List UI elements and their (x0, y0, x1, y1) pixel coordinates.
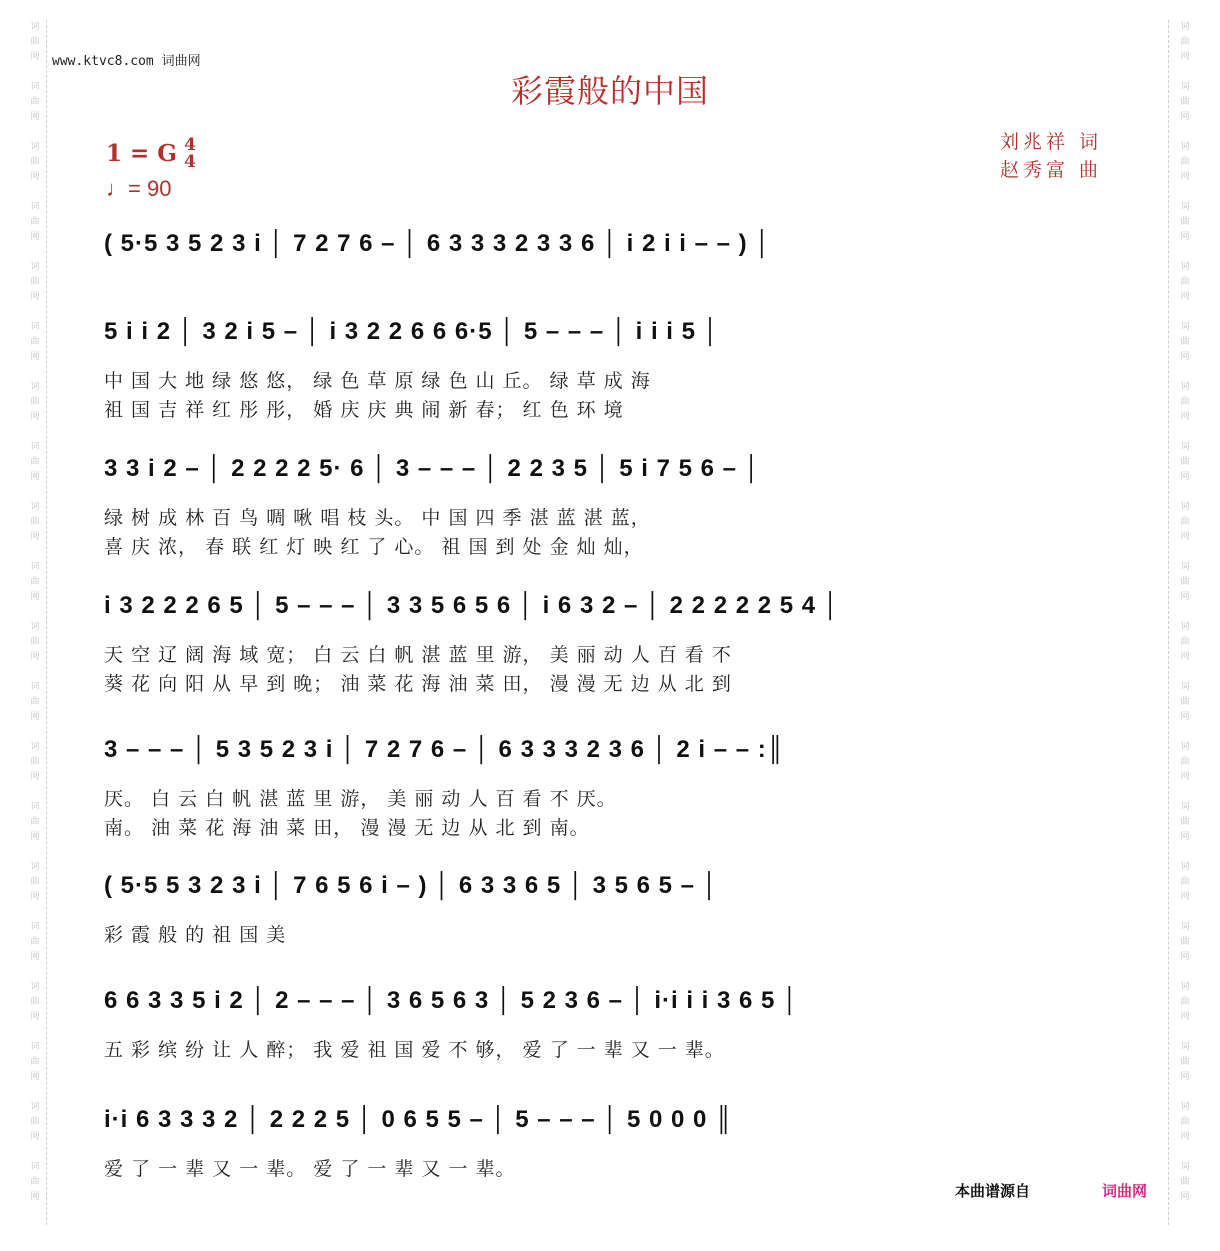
watermark-glyph: 网 (30, 772, 40, 782)
watermark-glyph: 曲 (1180, 637, 1190, 647)
watermark-glyph: 网 (1180, 52, 1190, 62)
left-watermark-column (26, 20, 44, 1220)
watermark-glyph: 曲 (1180, 757, 1190, 767)
watermark-glyph: 词 (1180, 682, 1190, 692)
watermark-glyph: 词 (1180, 202, 1190, 212)
watermark-glyph: 曲 (1180, 877, 1190, 887)
song-title: 彩霞般的中国 (510, 72, 709, 110)
watermark-glyph: 网 (1180, 1192, 1190, 1202)
watermark-glyph: 曲 (30, 157, 40, 167)
lyric-line-verse-1: 爱 了 一 辈 又 一 辈。 爱 了 一 辈 又 一 辈。 (104, 1158, 516, 1180)
watermark-glyph: 网 (1180, 112, 1190, 122)
watermark-glyph: 网 (1180, 892, 1190, 902)
watermark-glyph: 曲 (1180, 817, 1190, 827)
lyric-line-verse-1: 五 彩 缤 纷 让 人 醉； 我 爱 祖 国 爱 不 够， 爱 了 一 辈 又 一 辈。 (104, 1039, 725, 1061)
watermark-glyph: 词 (30, 262, 40, 272)
watermark-glyph: 网 (1180, 832, 1190, 842)
credits (1000, 128, 1102, 184)
watermark-glyph: 网 (30, 712, 40, 722)
brand-link[interactable]: 词曲网 (1102, 1182, 1148, 1200)
key-signature: 1 = G (106, 140, 177, 167)
watermark-glyph: 词 (1180, 262, 1190, 272)
watermark-glyph: 词 (30, 382, 40, 392)
watermark-glyph: 曲 (30, 577, 40, 587)
watermark-glyph: 网 (30, 352, 40, 362)
notation-line: i·i 6 3 3 3 2 │ 2 2 2 5 │ 0 6 5 5 – │ 5 – – – │ 5 0 0 0 ║ (104, 1106, 734, 1133)
watermark-group (30, 920, 39, 965)
watermark-group (1180, 1160, 1189, 1205)
watermark-glyph: 词 (30, 1042, 40, 1052)
watermark-glyph: 网 (1180, 1132, 1190, 1142)
watermark-group (30, 380, 39, 425)
watermark-glyph: 曲 (30, 277, 40, 287)
lyricist-credit: 刘兆祥 词 (1000, 131, 1103, 153)
watermark-glyph: 网 (1180, 352, 1190, 362)
watermark-glyph: 网 (1180, 1012, 1190, 1022)
watermark-glyph: 网 (1180, 172, 1190, 182)
lyric-line-verse-1: 中 国 大 地 绿 悠 悠， 绿 色 草 原 绿 色 山 丘。 绿 草 成 海 (104, 370, 651, 392)
watermark-glyph: 网 (1180, 712, 1190, 722)
notation-line: ( 5·5 3 5 2 3 i │ 7 2 7 6 – │ 6 3 3 3 2 3 3 6 │ i 2 i i – – ) │ (104, 230, 772, 257)
watermark-glyph: 曲 (1180, 577, 1190, 587)
watermark-glyph: 网 (1180, 412, 1190, 422)
lyric-line-verse-1: 绿 树 成 林 百 鸟 啁 啾 唱 枝 头。 中 国 四 季 湛 蓝 湛 蓝， (104, 507, 651, 529)
watermark-glyph: 网 (1180, 292, 1190, 302)
watermark-group (30, 860, 39, 905)
watermark-glyph: 曲 (30, 397, 40, 407)
watermark-glyph: 网 (30, 52, 40, 62)
watermark-group (30, 1040, 39, 1085)
tempo-mark: ♩= 90 (106, 176, 172, 201)
watermark-group (30, 260, 39, 305)
watermark-group (1180, 500, 1189, 545)
watermark-glyph: 词 (1180, 442, 1190, 452)
watermark-glyph: 词 (30, 1162, 40, 1172)
notation-line: 3 3 i 2 – │ 2 2 2 2 5· 6 │ 3 – – – │ 2 2 3 5 │ 5 i 7 5 6 – │ (104, 455, 761, 482)
watermark-group (30, 1160, 39, 1205)
watermark-glyph: 网 (1180, 592, 1190, 602)
watermark-glyph: 曲 (30, 337, 40, 347)
watermark-glyph: 词 (1180, 502, 1190, 512)
watermark-glyph: 网 (30, 652, 40, 662)
watermark-glyph: 曲 (1180, 217, 1190, 227)
watermark-glyph: 词 (1180, 142, 1190, 152)
watermark-group (1180, 560, 1189, 605)
watermark-glyph: 词 (1180, 322, 1190, 332)
watermark-group (30, 140, 39, 185)
composer-credit: 赵秀富 曲 (1000, 159, 1103, 181)
lyric-line-verse-2: 葵 花 向 阳 从 早 到 晚； 油 菜 花 海 油 菜 田， 漫 漫 无 边 从 北 到 (104, 673, 732, 695)
site-url[interactable]: www.ktvc8.com 词曲网 (52, 54, 201, 69)
watermark-glyph: 网 (30, 952, 40, 962)
lyric-line-verse-1: 厌。 白 云 白 帆 湛 蓝 里 游， 美 丽 动 人 百 看 不 厌。 (104, 788, 617, 810)
watermark-glyph: 网 (1180, 472, 1190, 482)
watermark-glyph: 曲 (30, 697, 40, 707)
watermark-glyph: 词 (1180, 82, 1190, 92)
watermark-group (30, 440, 39, 485)
watermark-group (1180, 260, 1189, 305)
watermark-group (30, 200, 39, 245)
watermark-group (30, 980, 39, 1025)
lyric-line-verse-2: 祖 国 吉 祥 红 彤 彤， 婚 庆 庆 典 闹 新 春； 红 色 环 境 (104, 399, 624, 421)
watermark-glyph: 曲 (1180, 1057, 1190, 1067)
watermark-glyph: 曲 (1180, 97, 1190, 107)
watermark-glyph: 曲 (30, 637, 40, 647)
watermark-glyph: 词 (1180, 862, 1190, 872)
watermark-glyph: 网 (1180, 952, 1190, 962)
watermark-glyph: 词 (30, 622, 40, 632)
watermark-group (30, 560, 39, 605)
watermark-glyph: 曲 (30, 937, 40, 947)
watermark-glyph: 曲 (30, 1057, 40, 1067)
notation-line: i 3 2 2 2 6 5 │ 5 – – – │ 3 3 5 6 5 6 │ i 6 3 2 – │ 2 2 2 2 2 5 4 │ (104, 592, 840, 619)
watermark-group (1180, 20, 1189, 65)
watermark-glyph: 曲 (1180, 277, 1190, 287)
notation-line: 6 6 3 3 5 i 2 │ 2 – – – │ 3 6 5 6 3 │ 5 2 3 6 – │ i·i i i 3 6 5 │ (104, 987, 800, 1014)
watermark-glyph: 曲 (30, 517, 40, 527)
watermark-glyph: 网 (30, 892, 40, 902)
watermark-glyph: 网 (30, 1132, 40, 1142)
watermark-glyph: 网 (1180, 652, 1190, 662)
watermark-group (1180, 320, 1189, 365)
watermark-glyph: 曲 (30, 37, 40, 47)
watermark-glyph: 词 (30, 682, 40, 692)
watermark-glyph: 词 (1180, 742, 1190, 752)
watermark-glyph: 曲 (30, 877, 40, 887)
time-signature-bottom: 4 (184, 152, 196, 172)
watermark-group (30, 20, 39, 65)
watermark-glyph: 网 (30, 412, 40, 422)
watermark-glyph: 曲 (1180, 997, 1190, 1007)
watermark-glyph: 词 (30, 502, 40, 512)
watermark-glyph: 曲 (30, 997, 40, 1007)
watermark-glyph: 曲 (1180, 157, 1190, 167)
watermark-glyph: 曲 (1180, 937, 1190, 947)
watermark-glyph: 词 (1180, 622, 1190, 632)
notation-line: 3 – – – │ 5 3 5 2 3 i │ 7 2 7 6 – │ 6 3 3 3 2 3 6 │ 2 i – – :║ (104, 736, 785, 763)
watermark-group (1180, 980, 1189, 1025)
watermark-glyph: 词 (30, 22, 40, 32)
watermark-glyph: 词 (1180, 802, 1190, 812)
watermark-glyph: 词 (30, 922, 40, 932)
watermark-glyph: 曲 (1180, 517, 1190, 527)
lyric-line-verse-2: 南。 油 菜 花 海 油 菜 田， 漫 漫 无 边 从 北 到 南。 (104, 817, 590, 839)
watermark-group (30, 320, 39, 365)
watermark-glyph: 曲 (30, 1117, 40, 1127)
watermark-glyph: 词 (30, 442, 40, 452)
watermark-glyph: 曲 (30, 217, 40, 227)
watermark-group (30, 740, 39, 785)
watermark-group (1180, 440, 1189, 485)
watermark-glyph: 网 (30, 112, 40, 122)
watermark-glyph: 网 (30, 832, 40, 842)
watermark-glyph: 曲 (1180, 337, 1190, 347)
watermark-glyph: 词 (1180, 1102, 1190, 1112)
watermark-glyph: 曲 (1180, 1117, 1190, 1127)
watermark-glyph: 词 (1180, 22, 1190, 32)
right-watermark-column (1176, 20, 1194, 1220)
watermark-glyph: 网 (30, 232, 40, 242)
watermark-group (1180, 140, 1189, 185)
watermark-glyph: 词 (30, 142, 40, 152)
watermark-glyph: 词 (30, 742, 40, 752)
watermark-group (30, 680, 39, 725)
watermark-glyph: 词 (30, 322, 40, 332)
watermark-group (1180, 680, 1189, 725)
watermark-glyph: 曲 (30, 757, 40, 767)
watermark-glyph: 网 (30, 172, 40, 182)
watermark-glyph: 词 (1180, 562, 1190, 572)
watermark-group (30, 500, 39, 545)
watermark-group (1180, 380, 1189, 425)
watermark-glyph: 词 (1180, 922, 1190, 932)
watermark-group (30, 1100, 39, 1145)
source-label: 本曲谱源自 (955, 1182, 1031, 1200)
watermark-glyph: 曲 (1180, 397, 1190, 407)
watermark-glyph: 网 (30, 472, 40, 482)
watermark-glyph: 网 (30, 532, 40, 542)
watermark-group (30, 620, 39, 665)
watermark-glyph: 词 (30, 802, 40, 812)
watermark-glyph: 曲 (1180, 697, 1190, 707)
watermark-glyph: 网 (30, 1192, 40, 1202)
watermark-group (1180, 620, 1189, 665)
watermark-glyph: 曲 (1180, 1177, 1190, 1187)
watermark-glyph: 网 (30, 1072, 40, 1082)
watermark-glyph: 曲 (30, 457, 40, 467)
lyric-line-verse-1: 彩 霞 般 的 祖 国 美 (104, 924, 287, 946)
lyric-line-verse-1: 天 空 辽 阔 海 域 宽； 白 云 白 帆 湛 蓝 里 游， 美 丽 动 人 百 看 不 (104, 644, 732, 666)
watermark-group (1180, 1040, 1189, 1085)
watermark-glyph: 网 (30, 1012, 40, 1022)
watermark-group (1180, 740, 1189, 785)
watermark-glyph: 词 (30, 562, 40, 572)
watermark-glyph: 网 (1180, 772, 1190, 782)
watermark-group (1180, 920, 1189, 965)
left-margin-line (46, 20, 47, 1225)
watermark-glyph: 词 (30, 982, 40, 992)
watermark-glyph: 词 (1180, 982, 1190, 992)
time-signature-top: 4 (184, 135, 196, 155)
watermark-glyph: 词 (30, 202, 40, 212)
watermark-glyph: 词 (30, 1102, 40, 1112)
lyric-line-verse-2: 喜 庆 浓， 春 联 红 灯 映 红 了 心。 祖 国 到 处 金 灿 灿， (104, 536, 644, 558)
watermark-glyph: 词 (30, 862, 40, 872)
watermark-group (1180, 1100, 1189, 1145)
watermark-glyph: 曲 (30, 1177, 40, 1187)
watermark-group (1180, 860, 1189, 905)
watermark-group (1180, 200, 1189, 245)
notation-line: 5 i i 2 │ 3 2 i 5 – │ i 3 2 2 6 6 6·5 │ 5 – – – │ i i i 5 │ (104, 318, 720, 345)
time-signature (178, 137, 202, 171)
watermark-glyph: 网 (30, 292, 40, 302)
watermark-glyph: 网 (1180, 532, 1190, 542)
watermark-glyph: 网 (30, 592, 40, 602)
watermark-glyph: 词 (1180, 382, 1190, 392)
watermark-glyph: 网 (1180, 232, 1190, 242)
watermark-glyph: 网 (1180, 1072, 1190, 1082)
notation-line: ( 5·5 5 3 2 3 i │ 7 6 5 6 i – ) │ 6 3 3 6 5 │ 3 5 6 5 – │ (104, 872, 719, 899)
watermark-glyph: 曲 (30, 817, 40, 827)
watermark-glyph: 曲 (1180, 37, 1190, 47)
watermark-glyph: 曲 (30, 97, 40, 107)
watermark-glyph: 词 (30, 82, 40, 92)
watermark-group (1180, 800, 1189, 845)
watermark-group (30, 800, 39, 845)
watermark-glyph: 词 (1180, 1162, 1190, 1172)
right-margin-line (1168, 20, 1169, 1225)
watermark-glyph: 词 (1180, 1042, 1190, 1052)
watermark-glyph: 曲 (1180, 457, 1190, 467)
